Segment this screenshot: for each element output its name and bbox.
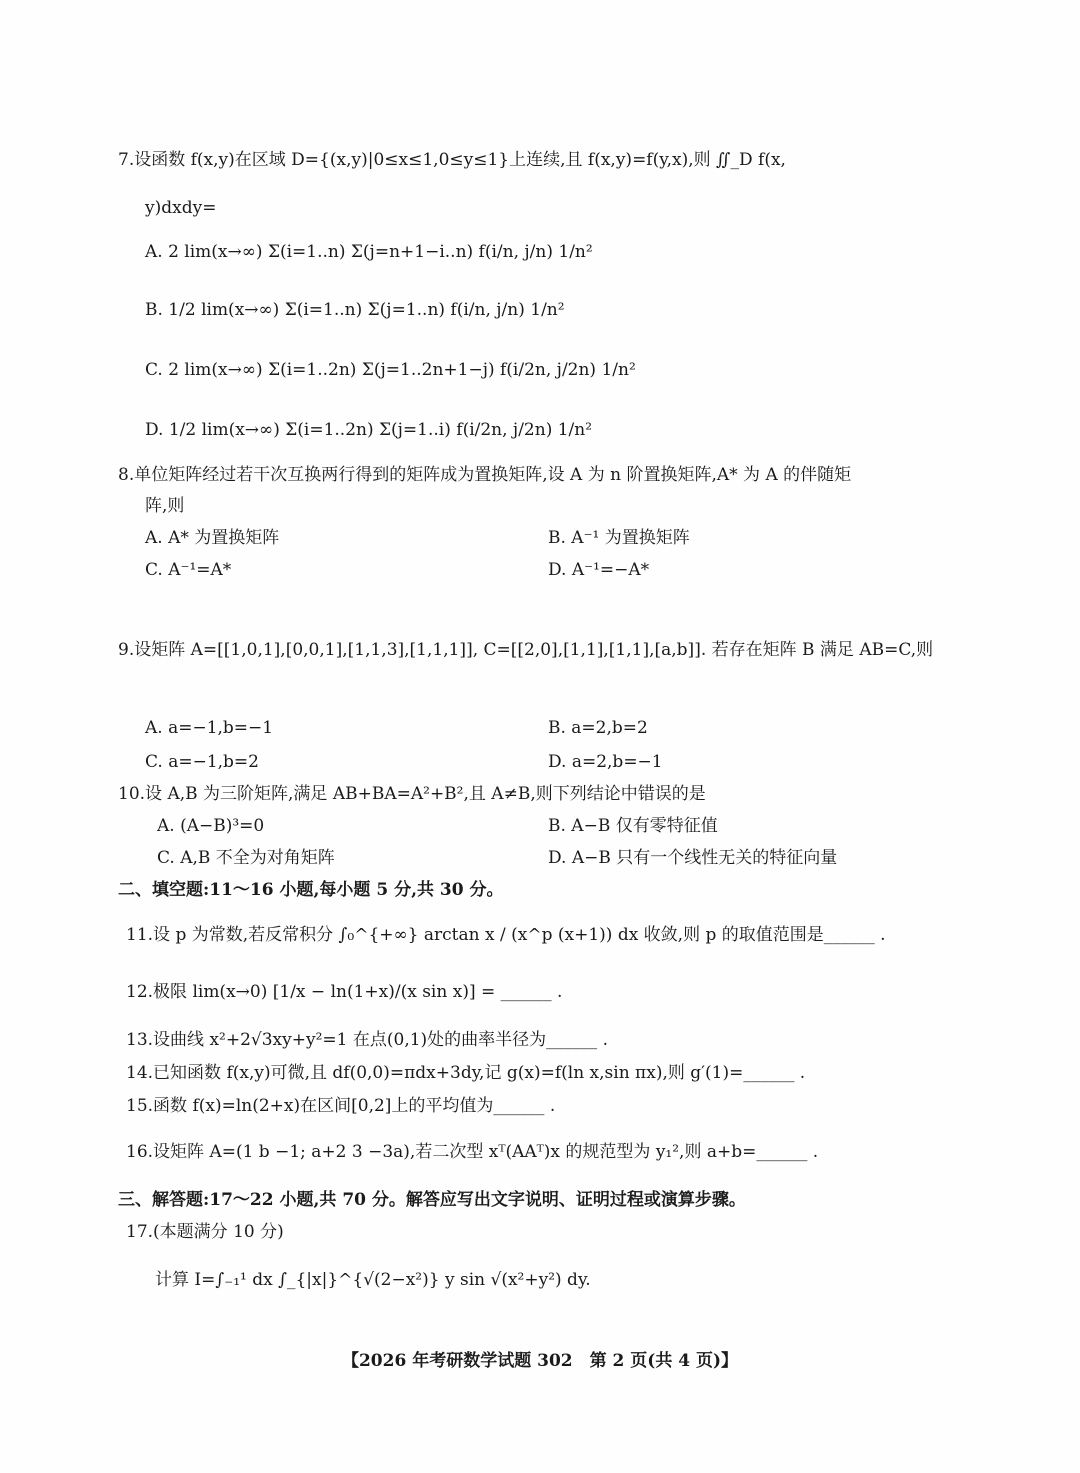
q15: 15.函数 f(x)=ln(2+x)在区间[0,2]上的平均值为______ . bbox=[126, 1096, 556, 1116]
q7-option-c: C. 2 lim(x→∞) Σ(i=1..2n) Σ(j=1..2n+1−j) f(i/2n, j/2n) 1/n² bbox=[145, 360, 636, 380]
q9-option-a: A. a=−1,b=−1 bbox=[145, 718, 274, 738]
q10-option-b: B. A−B 仅有零特征值 bbox=[548, 816, 718, 836]
q9-option-c: C. a=−1,b=2 bbox=[145, 752, 259, 772]
section-fill-in-heading: 二、填空题:11～16 小题,每小题 5 分,共 30 分。 bbox=[118, 880, 504, 900]
q14: 14.已知函数 f(x,y)可微,且 df(0,0)=πdx+3dy,记 g(x)=f(ln x,sin πx),则 g′(1)=______ . bbox=[126, 1063, 806, 1083]
q9-option-b: B. a=2,b=2 bbox=[548, 718, 648, 738]
q12: 12.极限 lim(x→0) [1/x − ln(1+x)/(x sin x)] = ______ . bbox=[126, 982, 563, 1002]
page-footer: 【2026 年考研数学试题 302 第 2 页(共 4 页)】 bbox=[341, 1351, 739, 1371]
q11: 11.设 p 为常数,若反常积分 ∫₀^{+∞} arctan x / (x^p (x+1)) dx 收敛,则 p 的取值范围是______ . bbox=[126, 925, 886, 945]
q8-stem-line2: 阵,则 bbox=[145, 496, 185, 516]
q17-body: 计算 I=∫₋₁¹ dx ∫_{|x|}^{√(2−x²)} y sin √(x²+y²) dy. bbox=[155, 1270, 591, 1290]
q8-stem-line1: 8.单位矩阵经过若干次互换两行得到的矩阵成为置换矩阵,设 A 为 n 阶置换矩阵,A* 为 A 的伴随矩 bbox=[118, 465, 852, 485]
q8-option-a: A. A* 为置换矩阵 bbox=[145, 528, 280, 548]
q8-option-b: B. A⁻¹ 为置换矩阵 bbox=[548, 528, 690, 548]
section-answer-heading: 三、解答题:17～22 小题,共 70 分。解答应写出文字说明、证明过程或演算步骤。 bbox=[118, 1190, 746, 1210]
q9-option-d: D. a=2,b=−1 bbox=[548, 752, 663, 772]
q7-option-b: B. 1/2 lim(x→∞) Σ(i=1..n) Σ(j=1..n) f(i/n, j/n) 1/n² bbox=[145, 300, 565, 320]
q7-stem-line2: y)dxdy= bbox=[145, 198, 217, 218]
q7-option-a: A. 2 lim(x→∞) Σ(i=1..n) Σ(j=n+1−i..n) f(i/n, j/n) 1/n² bbox=[145, 242, 593, 262]
q10-option-d: D. A−B 只有一个线性无关的特征向量 bbox=[548, 848, 838, 868]
q9-stem: 9.设矩阵 A=[[1,0,1],[0,0,1],[1,1,3],[1,1,1]], C=[[2,0],[1,1],[1,1],[a,b]]. 若存在矩阵 B 满足 AB=C,则 bbox=[118, 640, 934, 660]
q10-option-c: C. A,B 不全为对角矩阵 bbox=[157, 848, 335, 868]
q7-option-d: D. 1/2 lim(x→∞) Σ(i=1..2n) Σ(j=1..i) f(i/2n, j/2n) 1/n² bbox=[145, 420, 593, 440]
q17-heading: 17.(本题满分 10 分) bbox=[126, 1222, 284, 1242]
q10-option-a: A. (A−B)³=0 bbox=[157, 816, 265, 836]
q16: 16.设矩阵 A=(1 b −1; a+2 3 −3a),若二次型 xᵀ(AAᵀ)x 的规范型为 y₁²,则 a+b=______ . bbox=[126, 1142, 819, 1162]
q8-option-d: D. A⁻¹=−A* bbox=[548, 560, 650, 580]
q10-stem: 10.设 A,B 为三阶矩阵,满足 AB+BA=A²+B²,且 A≠B,则下列结论中错误的是 bbox=[118, 784, 706, 804]
q13: 13.设曲线 x²+2√3xy+y²=1 在点(0,1)处的曲率半径为______ . bbox=[126, 1030, 608, 1050]
q7-stem-line1: 7.设函数 f(x,y)在区域 D={(x,y)|0≤x≤1,0≤y≤1}上连续,且 f(x,y)=f(y,x),则 ∬_D f(x, bbox=[118, 150, 786, 170]
q8-option-c: C. A⁻¹=A* bbox=[145, 560, 232, 580]
